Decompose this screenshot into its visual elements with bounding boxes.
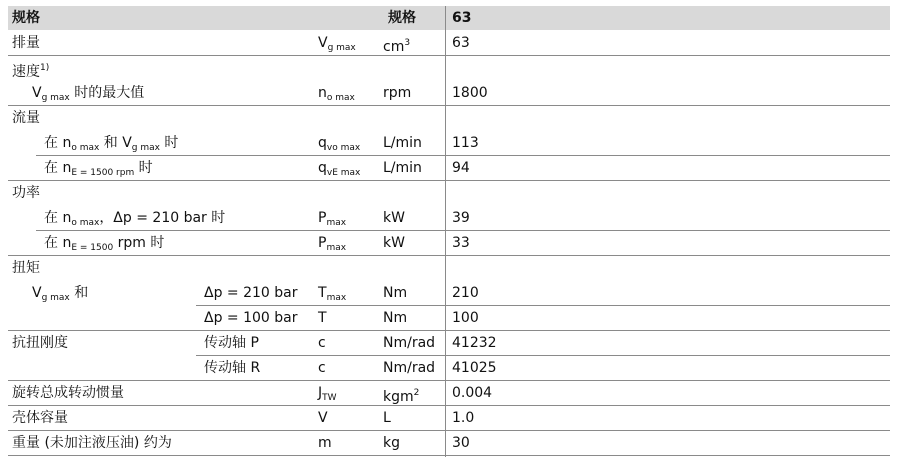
unit-superscript: 3: [404, 38, 411, 48]
row-value: [452, 81, 488, 106]
symbol-text: P: [318, 235, 327, 251]
row-value: [452, 131, 479, 156]
row-symbol: [318, 406, 328, 431]
row-unit: [383, 206, 405, 231]
row-description: [12, 31, 40, 56]
description-text: 排量: [12, 35, 40, 51]
description-text: 壳体容量: [12, 410, 68, 426]
row-symbol: [318, 381, 337, 406]
table-row: [8, 56, 890, 81]
row-description: [12, 106, 40, 131]
description-text: V: [32, 285, 42, 301]
symbol-subscript: g max: [327, 43, 356, 53]
row-value: [452, 306, 479, 331]
description-text: 时: [159, 135, 179, 151]
row-symbol: [318, 31, 356, 56]
table-row: [8, 31, 890, 56]
table-row: [8, 231, 890, 256]
row-symbol: [318, 231, 346, 256]
description-text: 时的最大值: [69, 85, 145, 101]
row-symbol: [318, 306, 327, 331]
row-value: [452, 231, 470, 256]
row-condition: [204, 356, 260, 381]
row-value: [452, 31, 470, 56]
row-unit: [383, 156, 422, 181]
symbol-text: c: [318, 335, 326, 351]
symbol-text: q: [318, 135, 327, 151]
row-unit: [383, 306, 407, 331]
value-text: 100: [452, 310, 479, 326]
unit-text: rpm: [383, 85, 412, 101]
row-value: [452, 331, 497, 356]
row-description: [32, 81, 144, 106]
row-description: [44, 131, 178, 156]
description-text: 在 n: [44, 135, 72, 151]
description-text: 速度: [12, 64, 40, 80]
description-subscript: o max: [71, 218, 100, 228]
table-row: [8, 406, 890, 431]
value-text: 41025: [452, 360, 497, 376]
row-description: [12, 56, 49, 81]
row-description: [12, 331, 68, 356]
column-divider: [445, 6, 446, 457]
row-description: [12, 381, 124, 406]
description-subscript: o max: [71, 143, 100, 153]
symbol-text: c: [318, 360, 326, 376]
description-text: 时: [134, 160, 153, 176]
description-text: 在 n: [44, 160, 72, 176]
symbol-subscript: max: [326, 293, 347, 303]
row-unit: [383, 131, 422, 156]
unit-text: Nm: [383, 285, 408, 301]
header-label: 规格: [12, 10, 40, 26]
row-description: [44, 206, 225, 231]
row-unit: [383, 281, 407, 306]
row-value: [452, 431, 470, 456]
unit-text: L: [383, 410, 391, 426]
symbol-subscript: TW: [322, 393, 337, 403]
unit-text: kW: [383, 235, 405, 251]
value-text: 1800: [452, 85, 488, 101]
row-unit: [383, 356, 435, 381]
symbol-text: n: [318, 85, 327, 101]
table-row: [8, 331, 890, 356]
symbol-text: T: [318, 310, 327, 326]
description-text: 和: [69, 285, 89, 301]
unit-text: Nm/rad: [383, 335, 436, 351]
symbol-text: J: [318, 385, 323, 401]
row-unit: [383, 81, 411, 106]
symbol-subscript: vE max: [326, 168, 361, 178]
symbol-text: P: [318, 210, 327, 226]
description-text: 重量 (未加注液压油) 约为: [12, 435, 172, 451]
description-text: 在 n: [44, 235, 72, 251]
table-row: [8, 156, 890, 181]
row-value: [452, 206, 470, 231]
symbol-text: V: [318, 35, 328, 51]
row-symbol: [318, 356, 326, 381]
unit-text: L/min: [383, 135, 422, 151]
table-row: [8, 281, 890, 306]
unit-text: kgm: [383, 389, 414, 405]
table-header: [8, 6, 890, 30]
row-symbol: [318, 331, 326, 356]
row-condition: [204, 331, 259, 356]
value-text: 39: [452, 210, 470, 226]
description-text: 流量: [12, 110, 40, 126]
symbol-text: m: [318, 435, 332, 451]
row-value: [452, 381, 492, 406]
row-symbol: [318, 281, 346, 306]
description-text: 扭矩: [12, 260, 40, 276]
row-description: [12, 431, 172, 456]
condition-text: 传动轴 R: [204, 360, 261, 376]
table-row: [8, 356, 890, 381]
value-text: 63: [452, 35, 470, 51]
value-text: 0.004: [452, 385, 493, 401]
unit-text: Nm: [383, 310, 408, 326]
description-subscript: E = 1500: [71, 243, 114, 253]
row-symbol: [318, 131, 360, 156]
symbol-subscript: vo max: [326, 143, 361, 153]
row-symbol: [318, 156, 360, 181]
description-text: 在 n: [44, 210, 72, 226]
row-value: [452, 156, 470, 181]
unit-superscript: 2: [413, 388, 420, 398]
row-unit: [383, 431, 400, 456]
value-text: 1.0: [452, 410, 475, 426]
symbol-subscript: o max: [326, 93, 355, 103]
header-spec-label: 规格: [388, 10, 416, 26]
description-subscript: E = 1500 rpm: [71, 168, 135, 178]
row-description: [44, 156, 153, 181]
unit-text: kW: [383, 210, 405, 226]
row-description: [32, 281, 88, 306]
table-row: [8, 81, 890, 106]
row-unit: [383, 31, 410, 56]
description-subscript: g max: [41, 93, 70, 103]
row-description: [44, 231, 164, 256]
description-subscript: g max: [41, 293, 70, 303]
row-unit: [383, 331, 435, 356]
row-symbol: [318, 206, 346, 231]
table-row: [8, 256, 890, 281]
table-row: [8, 131, 890, 156]
value-text: 113: [452, 135, 479, 151]
table-row: [8, 381, 890, 406]
description-text: 抗扭刚度: [12, 335, 68, 351]
header-size: 63: [452, 10, 472, 26]
value-text: 41232: [452, 335, 497, 351]
description-text: V: [32, 85, 42, 101]
symbol-subscript: max: [326, 218, 347, 228]
description-text: ，Δp = 210 bar 时: [99, 210, 226, 226]
unit-text: Nm/rad: [383, 360, 436, 376]
row-divider: [8, 455, 890, 456]
row-condition: [204, 306, 298, 331]
row-description: [12, 256, 40, 281]
description-text: 旋转总成转动惯量: [12, 385, 124, 401]
condition-text: 传动轴 P: [204, 335, 259, 351]
symbol-text: V: [318, 410, 328, 426]
table-row: [8, 106, 890, 131]
row-unit: [383, 406, 391, 431]
row-value: [452, 356, 497, 381]
table-row: [8, 431, 890, 456]
symbol-text: q: [318, 160, 327, 176]
symbol-subscript: max: [326, 243, 347, 253]
description-text: 和 V: [99, 135, 132, 151]
row-value: [452, 406, 474, 431]
unit-text: L/min: [383, 160, 422, 176]
row-symbol: [318, 81, 355, 106]
table-row: [8, 306, 890, 331]
table-row: [8, 206, 890, 231]
row-description: [12, 181, 40, 206]
description-subscript: g max: [131, 143, 160, 153]
description-text: rpm 时: [113, 235, 165, 251]
condition-text: Δp = 100 bar: [204, 310, 298, 326]
symbol-text: T: [318, 285, 327, 301]
row-symbol: [318, 431, 332, 456]
unit-text: cm: [383, 39, 405, 55]
description-text: 功率: [12, 185, 40, 201]
footnote-marker: 1): [40, 63, 50, 73]
row-description: [12, 406, 68, 431]
value-text: 210: [452, 285, 479, 301]
row-unit: [383, 231, 405, 256]
value-text: 30: [452, 435, 470, 451]
unit-text: kg: [383, 435, 400, 451]
row-value: [452, 281, 479, 306]
value-text: 94: [452, 160, 470, 176]
value-text: 33: [452, 235, 470, 251]
row-condition: [204, 281, 298, 306]
table-row: [8, 181, 890, 206]
condition-text: Δp = 210 bar: [204, 285, 298, 301]
row-unit: [383, 381, 419, 406]
